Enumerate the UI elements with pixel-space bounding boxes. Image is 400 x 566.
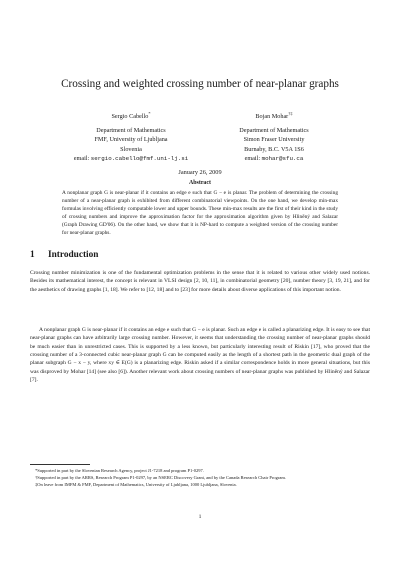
footnote-divider [30, 464, 90, 465]
body-paragraph: A nonplanar graph G is near-planar if it contains an edge e such that G − e is planar. Such an edge e is called a planarizing edge. It is easy to see that near-planar graphs can have arbitrarily large crossing number. However, it seems that understanding the crossing number of near-planar graphs should be much easier than in unrestricted cases. This is supported by a less known, but particularly interesting result of Riskin [17], who proved that the crossing number of a 3-connected cubic near-planar graph G can be computed easily as the length of a shortest path in the geometric dual graph of the planar subgraph G − x − y, where xy ∈ E(G) is a planarizing edge. Riskin asked if a similar correspondence holds in more general situations, but this was disproved by Mohar [14] (see also [6]). Another relevant work about crossing numbers of near-planar graphs was published by Hliněný and Salazar [7]. [30, 327, 370, 384]
abstract-text: A nonplanar graph G is near-planar if it contains an edge e such that G − e is planar. The problem of determining the crossing number of a near-planar graph is exhibited from different combinatorial viewpoints. On the one hand, we develop min-max formulas involving efficiently computable lower and upper bounds. These min-max results are the first of their kind in the study of crossing numbers and improve the approximation factor for the approximation algorithm given by Hliněný and Salazar (Graph Drawing GD'06). On the other hand, we show that it is NP-hard to compute a weighted version of the crossing number for near-planar graphs. [62, 190, 338, 236]
author-mark: * [148, 110, 151, 116]
footnote: †Supported in part by the ARRS, Research Program P1-0297, by an NSERC Discovery Grant, and by the Canada Research Chair Program. [35, 475, 286, 481]
affiliation-line: Simon Fraser University [243, 136, 305, 144]
section-number: 1 [30, 250, 35, 260]
author-email [204, 154, 344, 164]
author-name [62, 112, 200, 122]
email-label: email: [73, 155, 90, 163]
footnotes [30, 467, 370, 489]
body-paragraph: Crossing number minimization is one of the fundamental optimization problems in the sense that it is related to various other widely used notions. Besides its mathematical interest, the concept is relevant in VLSI design [2, 10, 11], in combinatorial geometry [20], number theory [3, 19, 21], and for the aesthetics of drawing graphs [1, 18]. We refer to [12, 18] and to [23] for more details about diverse applications of this important notion. [30, 270, 370, 293]
affiliation-line: Department of Mathematics [239, 126, 309, 134]
author-mark: †‡ [288, 110, 293, 116]
author-name [204, 112, 344, 122]
email-label: email: [244, 155, 261, 163]
affiliation-line: FMF, University of Ljubljana [94, 136, 168, 144]
footnote: *Supported in part by the Slovenian Research Agency, project J1-7218 and program P1-0297. [35, 468, 204, 473]
email-address: mohar@sfu.ca [261, 155, 304, 163]
author-name-text: Bojan Mohar [255, 113, 289, 120]
author-name-text: Sergio Cabello [111, 113, 149, 120]
author-email [62, 154, 200, 164]
section-title: Introduction [48, 250, 99, 260]
paper-date: January 26, 2009 [178, 169, 222, 176]
page-number: 1 [198, 514, 202, 520]
paper-title: Crossing and weighted crossing number of near-planar graphs [61, 78, 339, 90]
section-heading [30, 250, 98, 260]
affiliation-line: Slovenia [120, 145, 142, 153]
author-block-1 [62, 112, 200, 164]
affiliation-line: Department of Mathematics [96, 126, 166, 134]
author-block-2 [204, 112, 344, 164]
affiliation-line: Burnaby, B.C. V5A 1S6 [244, 145, 304, 153]
abstract-heading: Abstract [189, 180, 211, 186]
email-address: sergio.cabello@fmf.uni-lj.si [90, 155, 189, 163]
footnote: ‡On leave from IMFM & FMF, Department of Mathematics, University of Ljubljana, 1000 Ljubljana, Slovenia. [35, 482, 237, 488]
